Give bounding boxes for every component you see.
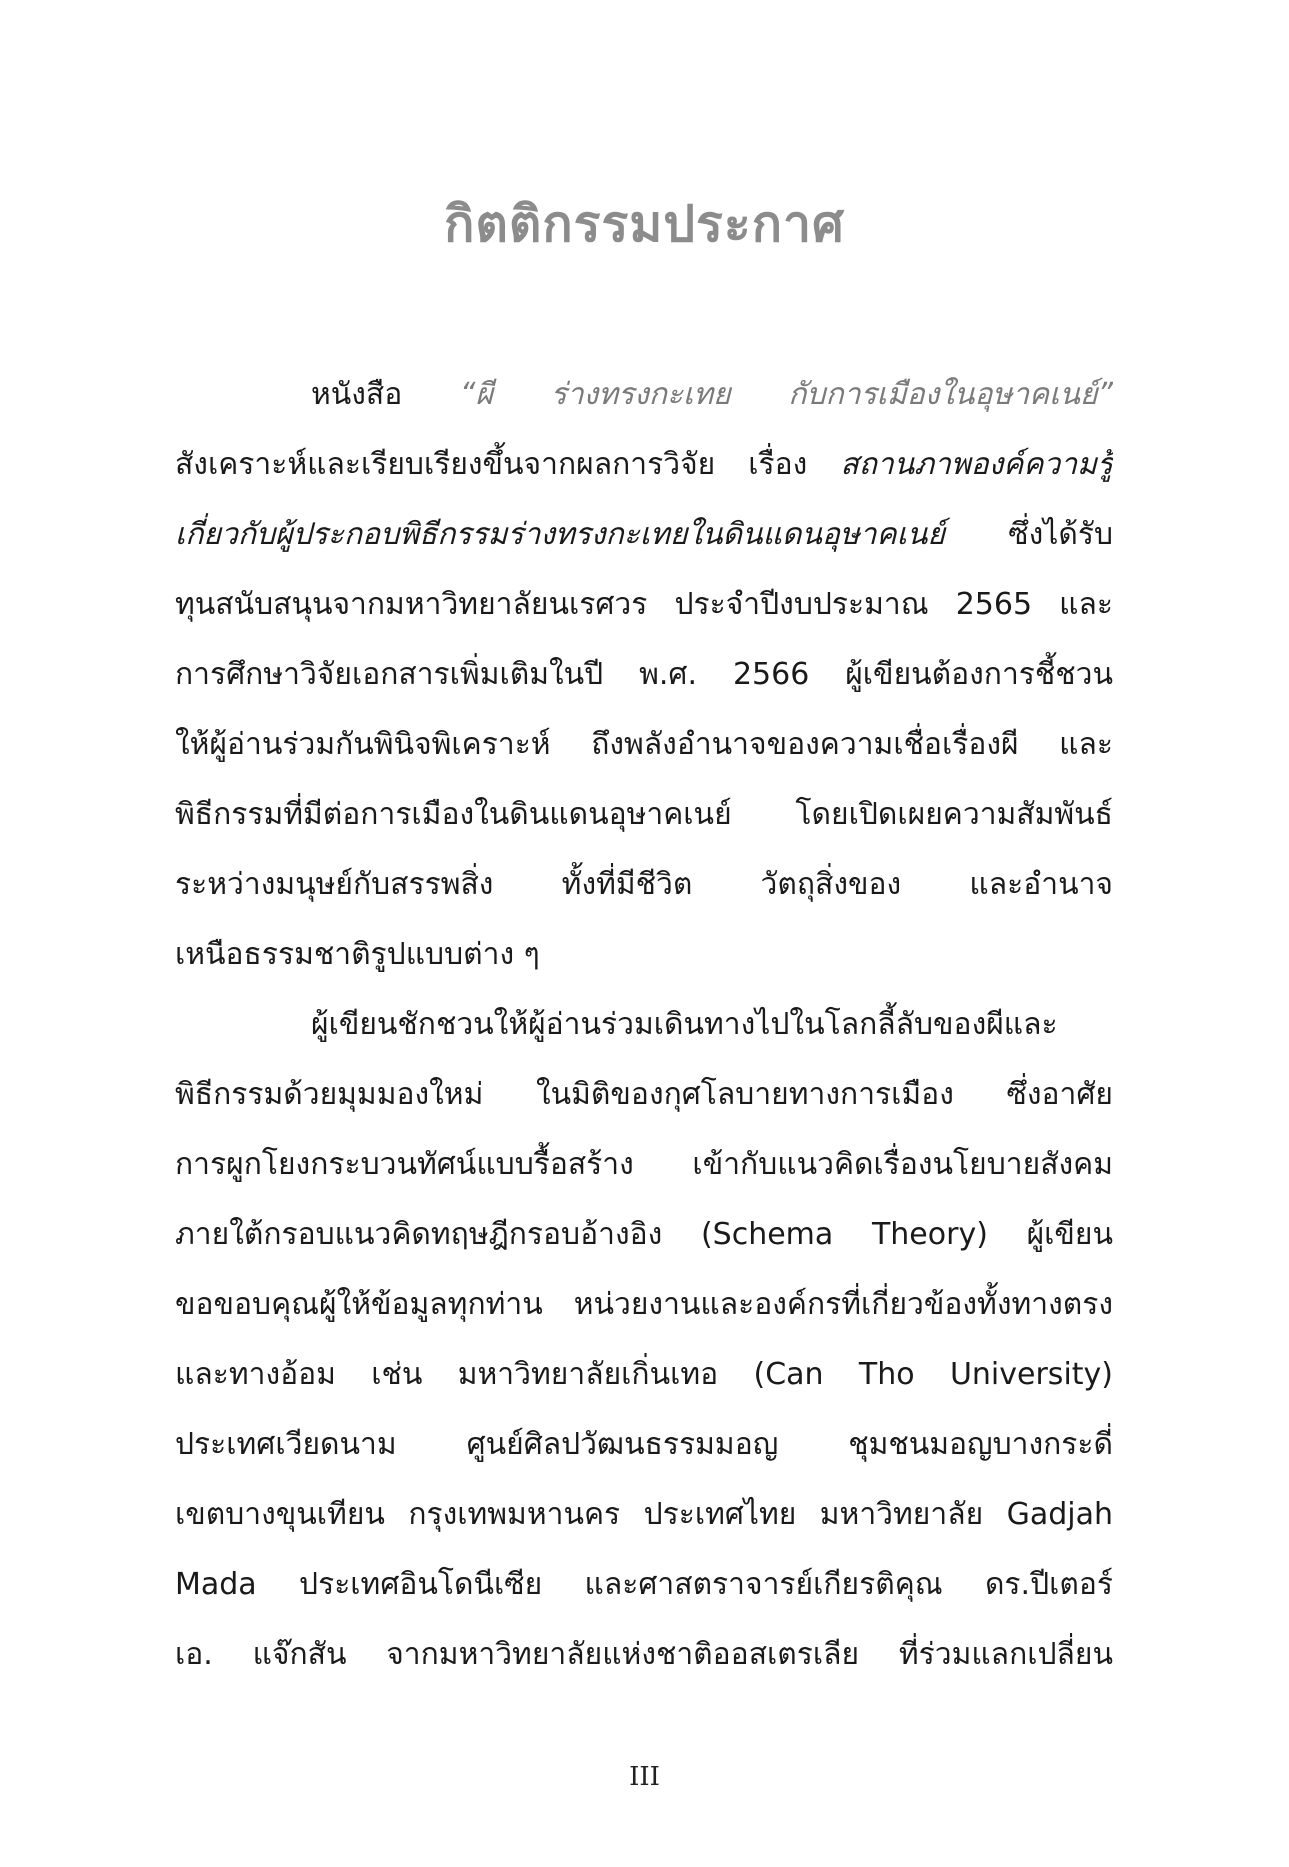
paragraph-2-line-2: พิธีกรรมด้วยมุมมองใหม่ ในมิติของกุศโลบายทางการเมือง ซึ่งอาศัย [175,1077,1113,1112]
paragraph-1-line-9: เหนือธรรมชาติรูปแบบต่าง ๆ [175,937,540,972]
paragraph-1-line-7: พิธีกรรมที่มีต่อการเมืองในดินแดนอุษาคเนย์ โดยเปิดเผยความสัมพันธ์ [175,797,1113,832]
paragraph-2-line-4: ภายใต้กรอบแนวคิดทฤษฎีกรอบอ้างอิง (Schema Theory) ผู้เขียน [175,1217,1113,1252]
paragraph-2-line-8: เขตบางขุนเทียน กรุงเทพมหานคร ประเทศไทย มหาวิทยาลัย Gadjah [175,1497,1113,1532]
paragraph-2-line-1: ผู้เขียนชักชวนให้ผู้อ่านร่วมเดินทางไปในโลกลี้ลับของผีและ [311,1007,1058,1042]
paragraph-1-line-6: ให้ผู้อ่านร่วมกันพินิจพิเคราะห์ ถึงพลังอำนาจของความเชื่อเรื่องผี และ [175,727,1113,762]
book-lead-text: หนังสือ [311,377,460,412]
paragraph-2-line-6: และทางอ้อม เช่น มหาวิทยาลัยเกิ่นเทอ (Can Tho University) [175,1357,1113,1392]
paragraph-1-line-3 [175,500,1113,570]
research-title-italic: สถานภาพองค์ความรู้ [840,447,1113,482]
page-title: กิตติกรรมประกาศ [444,194,845,253]
paragraph-2-line-3: การผูกโยงกระบวนทัศน์แบบรื้อสร้าง เข้ากับแนวคิดเรื่องนโยบายสังคม [175,1147,1113,1182]
page-number: III [629,1762,660,1792]
line-text: สังเคราะห์และเรียบเรียงขึ้นจากผลการวิจัย เรื่อง [175,447,841,482]
paragraph-1-line-4: ทุนสนับสนุนจากมหาวิทยาลัยนเรศวร ประจำปีงบประมาณ 2565 และ [175,587,1113,622]
paragraph-1-line-2 [175,430,1113,500]
paragraph-2-line-9: Mada ประเทศอินโดนีเซีย และศาสตราจารย์เกียรติคุณ ดร.ปีเตอร์ [175,1567,1113,1602]
book-title-quote: “ผี ร่างทรงกะเทย กับการเมืองในอุษาคเนย์” [459,377,1113,412]
paragraph-1-line-1 [175,360,1113,430]
line-text: ซึ่งได้รับ [944,517,1113,552]
paragraph-2-line-5: ขอขอบคุณผู้ให้ข้อมูลทุกท่าน หน่วยงานและองค์กรที่เกี่ยวข้องทั้งทางตรง [175,1287,1113,1322]
paragraph-2-line-10: เอ. แจ๊กสัน จากมหาวิทยาลัยแห่งชาติออสเตรเลีย ที่ร่วมแลกเปลี่ยน [175,1637,1113,1672]
paragraph-1-line-5: การศึกษาวิจัยเอกสารเพิ่มเติมในปี พ.ศ. 2566 ผู้เขียนต้องการชี้ชวน [175,657,1113,692]
paragraph-1-line-8: ระหว่างมนุษย์กับสรรพสิ่ง ทั้งที่มีชีวิต วัตถุสิ่งของ และอำนาจ [175,867,1113,902]
research-title-italic: เกี่ยวกับผู้ประกอบพิธีกรรมร่างทรงกะเทยในดินแดนอุษาคเนย์ [175,517,945,552]
paragraph-2-line-7: ประเทศเวียดนาม ศูนย์ศิลปวัฒนธรรมมอญ ชุมชนมอญบางกระดี่ [175,1427,1113,1462]
body-text [175,360,1113,1690]
